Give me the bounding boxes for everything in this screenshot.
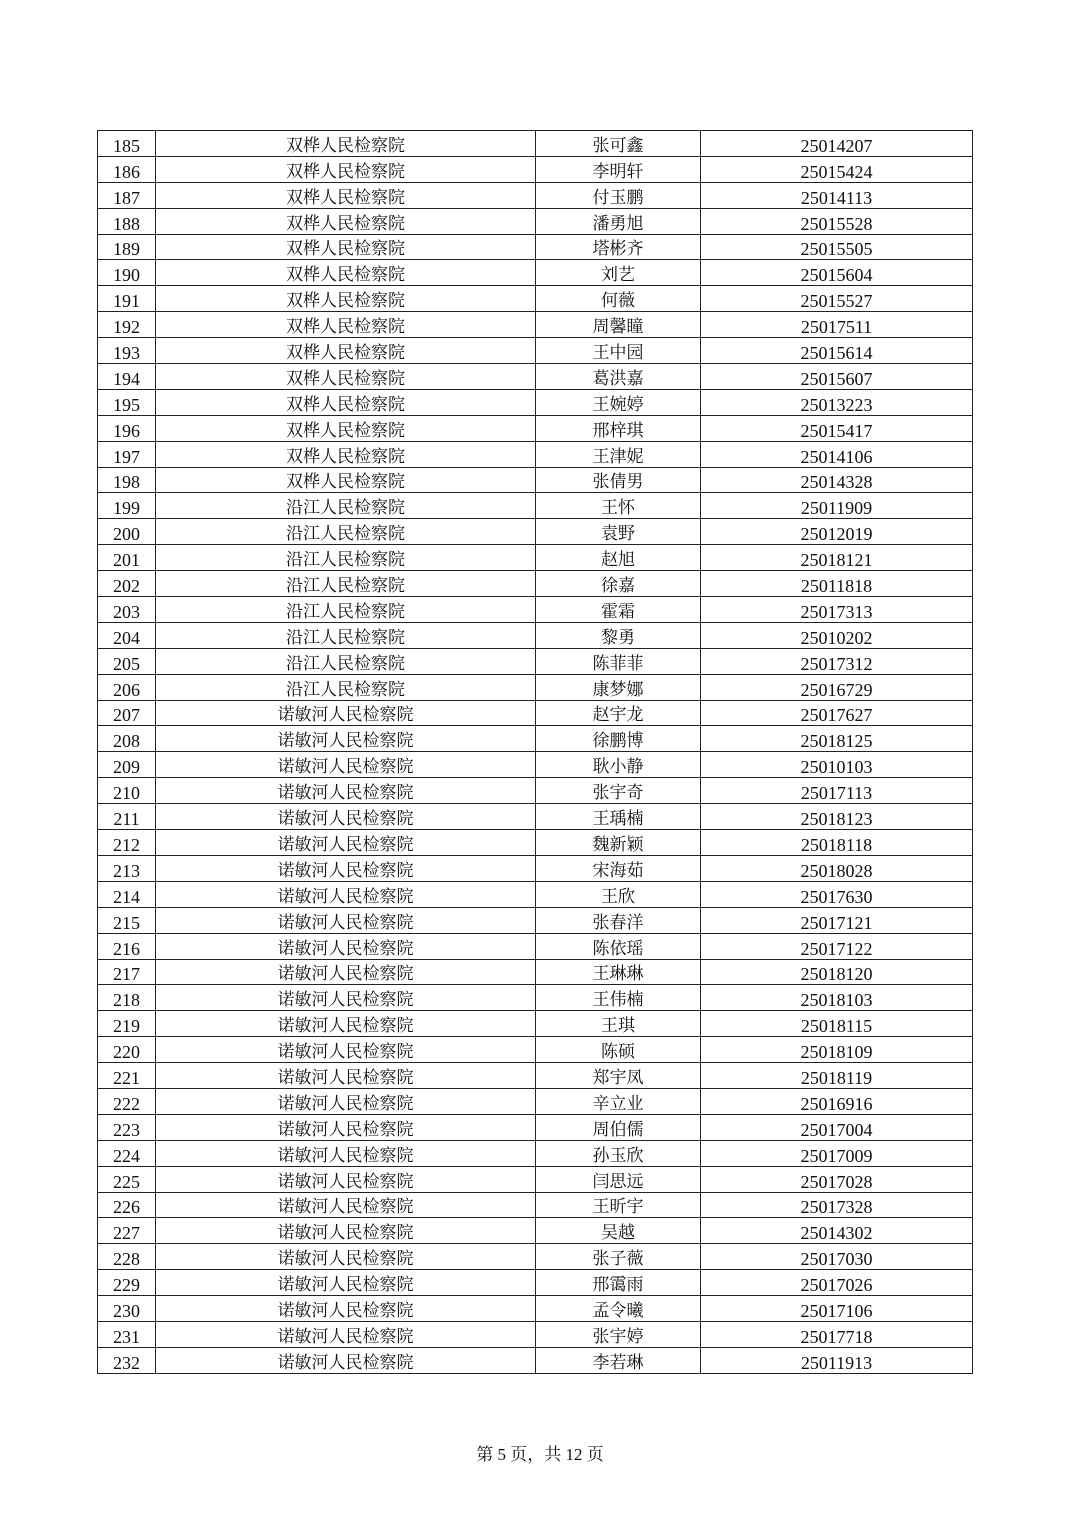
table-row: [98, 933, 973, 959]
unit-cell: 双桦人民检察院: [156, 338, 536, 364]
name-cell: 王瑀楠: [536, 804, 701, 830]
row-number-cell: 214: [98, 881, 156, 907]
name-cell: 王欣: [536, 881, 701, 907]
name-cell: 邢霭雨: [536, 1270, 701, 1296]
name-cell: 张子薇: [536, 1244, 701, 1270]
name-cell: 宋海茹: [536, 855, 701, 881]
name-cell: 张春洋: [536, 907, 701, 933]
candidate-id-cell: 25018120: [701, 959, 973, 985]
candidate-id-cell: 25013223: [701, 389, 973, 415]
name-cell: 黎勇: [536, 622, 701, 648]
row-number-cell: 208: [98, 726, 156, 752]
candidate-id-cell: 25018123: [701, 804, 973, 830]
candidate-id-cell: 25010202: [701, 622, 973, 648]
name-cell: 袁野: [536, 519, 701, 545]
unit-cell: 沿江人民检察院: [156, 674, 536, 700]
candidate-id-cell: 25014302: [701, 1218, 973, 1244]
row-number-cell: 217: [98, 959, 156, 985]
row-number-cell: 225: [98, 1166, 156, 1192]
unit-cell: 诺敏河人民检察院: [156, 1347, 536, 1373]
table-row: [98, 1011, 973, 1037]
unit-cell: 沿江人民检察院: [156, 519, 536, 545]
roster-table: [97, 130, 973, 1374]
table-row: [98, 648, 973, 674]
table-row: [98, 1192, 973, 1218]
row-number-cell: 226: [98, 1192, 156, 1218]
unit-cell: 诺敏河人民检察院: [156, 1270, 536, 1296]
unit-cell: 诺敏河人民检察院: [156, 855, 536, 881]
table-row: [98, 1166, 973, 1192]
table-row: [98, 700, 973, 726]
candidate-id-cell: 25018125: [701, 726, 973, 752]
candidate-id-cell: 25017113: [701, 778, 973, 804]
candidate-id-cell: 25018109: [701, 1037, 973, 1063]
name-cell: 潘勇旭: [536, 208, 701, 234]
name-cell: 何薇: [536, 286, 701, 312]
name-cell: 周馨瞳: [536, 312, 701, 338]
table-row: [98, 208, 973, 234]
candidate-id-cell: 25017026: [701, 1270, 973, 1296]
candidate-id-cell: 25015505: [701, 234, 973, 260]
unit-cell: 诺敏河人民检察院: [156, 1296, 536, 1322]
row-number-cell: 203: [98, 597, 156, 623]
unit-cell: 双桦人民检察院: [156, 441, 536, 467]
table-row: [98, 1270, 973, 1296]
table-row: [98, 752, 973, 778]
row-number-cell: 207: [98, 700, 156, 726]
table-row: [98, 1140, 973, 1166]
row-number-cell: 220: [98, 1037, 156, 1063]
row-number-cell: 224: [98, 1140, 156, 1166]
name-cell: 王婉婷: [536, 389, 701, 415]
unit-cell: 双桦人民检察院: [156, 208, 536, 234]
name-cell: 塔彬齐: [536, 234, 701, 260]
row-number-cell: 187: [98, 182, 156, 208]
unit-cell: 诺敏河人民检察院: [156, 907, 536, 933]
name-cell: 孙玉欣: [536, 1140, 701, 1166]
row-number-cell: 223: [98, 1114, 156, 1140]
name-cell: 李若琳: [536, 1347, 701, 1373]
table-row: [98, 985, 973, 1011]
table-row: [98, 286, 973, 312]
candidate-id-cell: 25018115: [701, 1011, 973, 1037]
table-row: [98, 493, 973, 519]
table-row: [98, 1063, 973, 1089]
table-row: [98, 622, 973, 648]
candidate-id-cell: 25017028: [701, 1166, 973, 1192]
row-number-cell: 221: [98, 1063, 156, 1089]
row-number-cell: 204: [98, 622, 156, 648]
row-number-cell: 222: [98, 1088, 156, 1114]
unit-cell: 诺敏河人民检察院: [156, 804, 536, 830]
row-number-cell: 227: [98, 1218, 156, 1244]
table-row: [98, 1218, 973, 1244]
name-cell: 辛立业: [536, 1088, 701, 1114]
unit-cell: 双桦人民检察院: [156, 182, 536, 208]
unit-cell: 沿江人民检察院: [156, 545, 536, 571]
table-row: [98, 1347, 973, 1373]
candidate-id-cell: 25018119: [701, 1063, 973, 1089]
candidate-id-cell: 25018121: [701, 545, 973, 571]
unit-cell: 双桦人民检察院: [156, 131, 536, 157]
row-number-cell: 232: [98, 1347, 156, 1373]
unit-cell: 双桦人民检察院: [156, 156, 536, 182]
unit-cell: 双桦人民检察院: [156, 286, 536, 312]
name-cell: 王津妮: [536, 441, 701, 467]
candidate-id-cell: 25014207: [701, 131, 973, 157]
row-number-cell: 199: [98, 493, 156, 519]
unit-cell: 诺敏河人民检察院: [156, 1218, 536, 1244]
unit-cell: 沿江人民检察院: [156, 493, 536, 519]
name-cell: 王中园: [536, 338, 701, 364]
unit-cell: 沿江人民检察院: [156, 571, 536, 597]
name-cell: 王琳琳: [536, 959, 701, 985]
candidate-id-cell: 25016729: [701, 674, 973, 700]
row-number-cell: 216: [98, 933, 156, 959]
name-cell: 霍霜: [536, 597, 701, 623]
candidate-id-cell: 25017630: [701, 881, 973, 907]
unit-cell: 诺敏河人民检察院: [156, 1321, 536, 1347]
name-cell: 邢梓琪: [536, 415, 701, 441]
candidate-id-cell: 25017106: [701, 1296, 973, 1322]
candidate-id-cell: 25015528: [701, 208, 973, 234]
unit-cell: 诺敏河人民检察院: [156, 985, 536, 1011]
row-number-cell: 189: [98, 234, 156, 260]
table-row: [98, 1088, 973, 1114]
candidate-id-cell: 25017627: [701, 700, 973, 726]
name-cell: 王怀: [536, 493, 701, 519]
row-number-cell: 229: [98, 1270, 156, 1296]
name-cell: 张可鑫: [536, 131, 701, 157]
unit-cell: 诺敏河人民检察院: [156, 959, 536, 985]
row-number-cell: 200: [98, 519, 156, 545]
candidate-id-cell: 25015604: [701, 260, 973, 286]
table-row: [98, 778, 973, 804]
unit-cell: 诺敏河人民检察院: [156, 1037, 536, 1063]
unit-cell: 诺敏河人民检察院: [156, 1114, 536, 1140]
row-number-cell: 197: [98, 441, 156, 467]
row-number-cell: 186: [98, 156, 156, 182]
candidate-id-cell: 25014328: [701, 467, 973, 493]
row-number-cell: 209: [98, 752, 156, 778]
unit-cell: 双桦人民检察院: [156, 312, 536, 338]
candidate-id-cell: 25011818: [701, 571, 973, 597]
name-cell: 赵宇龙: [536, 700, 701, 726]
candidate-id-cell: 25017511: [701, 312, 973, 338]
name-cell: 徐鹏博: [536, 726, 701, 752]
row-number-cell: 215: [98, 907, 156, 933]
row-number-cell: 228: [98, 1244, 156, 1270]
unit-cell: 双桦人民检察院: [156, 260, 536, 286]
candidate-id-cell: 25018028: [701, 855, 973, 881]
unit-cell: 诺敏河人民检察院: [156, 726, 536, 752]
name-cell: 孟令曦: [536, 1296, 701, 1322]
unit-cell: 诺敏河人民检察院: [156, 752, 536, 778]
table-row: [98, 674, 973, 700]
roster-table-body: [98, 131, 973, 1374]
candidate-id-cell: 25018118: [701, 830, 973, 856]
candidate-id-cell: 25017121: [701, 907, 973, 933]
table-row: [98, 389, 973, 415]
row-number-cell: 206: [98, 674, 156, 700]
unit-cell: 诺敏河人民检察院: [156, 1140, 536, 1166]
unit-cell: 沿江人民检察院: [156, 622, 536, 648]
unit-cell: 双桦人民检察院: [156, 467, 536, 493]
table-row: [98, 1114, 973, 1140]
unit-cell: 双桦人民检察院: [156, 389, 536, 415]
row-number-cell: 198: [98, 467, 156, 493]
name-cell: 闫思远: [536, 1166, 701, 1192]
name-cell: 魏新颖: [536, 830, 701, 856]
candidate-id-cell: 25015417: [701, 415, 973, 441]
unit-cell: 诺敏河人民检察院: [156, 933, 536, 959]
candidate-id-cell: 25012019: [701, 519, 973, 545]
table-row: [98, 959, 973, 985]
unit-cell: 双桦人民检察院: [156, 234, 536, 260]
unit-cell: 诺敏河人民检察院: [156, 700, 536, 726]
name-cell: 陈菲菲: [536, 648, 701, 674]
table-row: [98, 519, 973, 545]
candidate-id-cell: 25015424: [701, 156, 973, 182]
row-number-cell: 188: [98, 208, 156, 234]
unit-cell: 诺敏河人民检察院: [156, 778, 536, 804]
row-number-cell: 201: [98, 545, 156, 571]
table-row: [98, 312, 973, 338]
name-cell: 葛洪嘉: [536, 364, 701, 390]
table-row: [98, 156, 973, 182]
name-cell: 张倩男: [536, 467, 701, 493]
candidate-id-cell: 25017313: [701, 597, 973, 623]
unit-cell: 双桦人民检察院: [156, 415, 536, 441]
table-row: [98, 182, 973, 208]
table-row: [98, 364, 973, 390]
row-number-cell: 191: [98, 286, 156, 312]
unit-cell: 沿江人民检察院: [156, 648, 536, 674]
table-row: [98, 804, 973, 830]
candidate-id-cell: 25015527: [701, 286, 973, 312]
name-cell: 徐嘉: [536, 571, 701, 597]
table-row: [98, 415, 973, 441]
candidate-id-cell: 25017030: [701, 1244, 973, 1270]
name-cell: 刘艺: [536, 260, 701, 286]
candidate-id-cell: 25017009: [701, 1140, 973, 1166]
table-row: [98, 726, 973, 752]
table-row: [98, 597, 973, 623]
page-footer: 第 5 页，共 12 页: [476, 1445, 604, 1464]
candidate-id-cell: 25017312: [701, 648, 973, 674]
table-row: [98, 1244, 973, 1270]
name-cell: 耿小静: [536, 752, 701, 778]
row-number-cell: 202: [98, 571, 156, 597]
table-row: [98, 234, 973, 260]
unit-cell: 诺敏河人民检察院: [156, 1244, 536, 1270]
table-row: [98, 545, 973, 571]
name-cell: 陈硕: [536, 1037, 701, 1063]
unit-cell: 诺敏河人民检察院: [156, 881, 536, 907]
table-row: [98, 1037, 973, 1063]
row-number-cell: 218: [98, 985, 156, 1011]
row-number-cell: 185: [98, 131, 156, 157]
row-number-cell: 193: [98, 338, 156, 364]
unit-cell: 诺敏河人民检察院: [156, 1166, 536, 1192]
row-number-cell: 190: [98, 260, 156, 286]
name-cell: 陈依瑶: [536, 933, 701, 959]
row-number-cell: 210: [98, 778, 156, 804]
name-cell: 王琪: [536, 1011, 701, 1037]
name-cell: 张宇婷: [536, 1321, 701, 1347]
row-number-cell: 195: [98, 389, 156, 415]
table-row: [98, 131, 973, 157]
name-cell: 付玉鹏: [536, 182, 701, 208]
row-number-cell: 194: [98, 364, 156, 390]
table-row: [98, 855, 973, 881]
name-cell: 张宇奇: [536, 778, 701, 804]
unit-cell: 诺敏河人民检察院: [156, 1192, 536, 1218]
candidate-id-cell: 25010103: [701, 752, 973, 778]
unit-cell: 双桦人民检察院: [156, 364, 536, 390]
row-number-cell: 196: [98, 415, 156, 441]
name-cell: 周伯儒: [536, 1114, 701, 1140]
candidate-id-cell: 25011913: [701, 1347, 973, 1373]
unit-cell: 诺敏河人民检察院: [156, 1011, 536, 1037]
candidate-id-cell: 25017004: [701, 1114, 973, 1140]
row-number-cell: 230: [98, 1296, 156, 1322]
candidate-id-cell: 25015614: [701, 338, 973, 364]
unit-cell: 沿江人民检察院: [156, 597, 536, 623]
candidate-id-cell: 25016916: [701, 1088, 973, 1114]
unit-cell: 诺敏河人民检察院: [156, 1088, 536, 1114]
candidate-id-cell: 25014113: [701, 182, 973, 208]
candidate-id-cell: 25017718: [701, 1321, 973, 1347]
table-row: [98, 1321, 973, 1347]
name-cell: 郑宇凤: [536, 1063, 701, 1089]
table-row: [98, 1296, 973, 1322]
name-cell: 王昕宇: [536, 1192, 701, 1218]
candidate-id-cell: 25011909: [701, 493, 973, 519]
row-number-cell: 205: [98, 648, 156, 674]
row-number-cell: 211: [98, 804, 156, 830]
row-number-cell: 213: [98, 855, 156, 881]
table-row: [98, 830, 973, 856]
name-cell: 康梦娜: [536, 674, 701, 700]
unit-cell: 诺敏河人民检察院: [156, 830, 536, 856]
candidate-id-cell: 25017122: [701, 933, 973, 959]
candidate-id-cell: 25014106: [701, 441, 973, 467]
row-number-cell: 212: [98, 830, 156, 856]
table-row: [98, 338, 973, 364]
name-cell: 王伟楠: [536, 985, 701, 1011]
table-row: [98, 441, 973, 467]
row-number-cell: 192: [98, 312, 156, 338]
row-number-cell: 219: [98, 1011, 156, 1037]
candidate-id-cell: 25017328: [701, 1192, 973, 1218]
row-number-cell: 231: [98, 1321, 156, 1347]
table-row: [98, 467, 973, 493]
table-row: [98, 571, 973, 597]
name-cell: 赵旭: [536, 545, 701, 571]
table-row: [98, 907, 973, 933]
name-cell: 吴越: [536, 1218, 701, 1244]
table-row: [98, 260, 973, 286]
candidate-id-cell: 25015607: [701, 364, 973, 390]
candidate-id-cell: 25018103: [701, 985, 973, 1011]
table-row: [98, 881, 973, 907]
unit-cell: 诺敏河人民检察院: [156, 1063, 536, 1089]
name-cell: 李明轩: [536, 156, 701, 182]
